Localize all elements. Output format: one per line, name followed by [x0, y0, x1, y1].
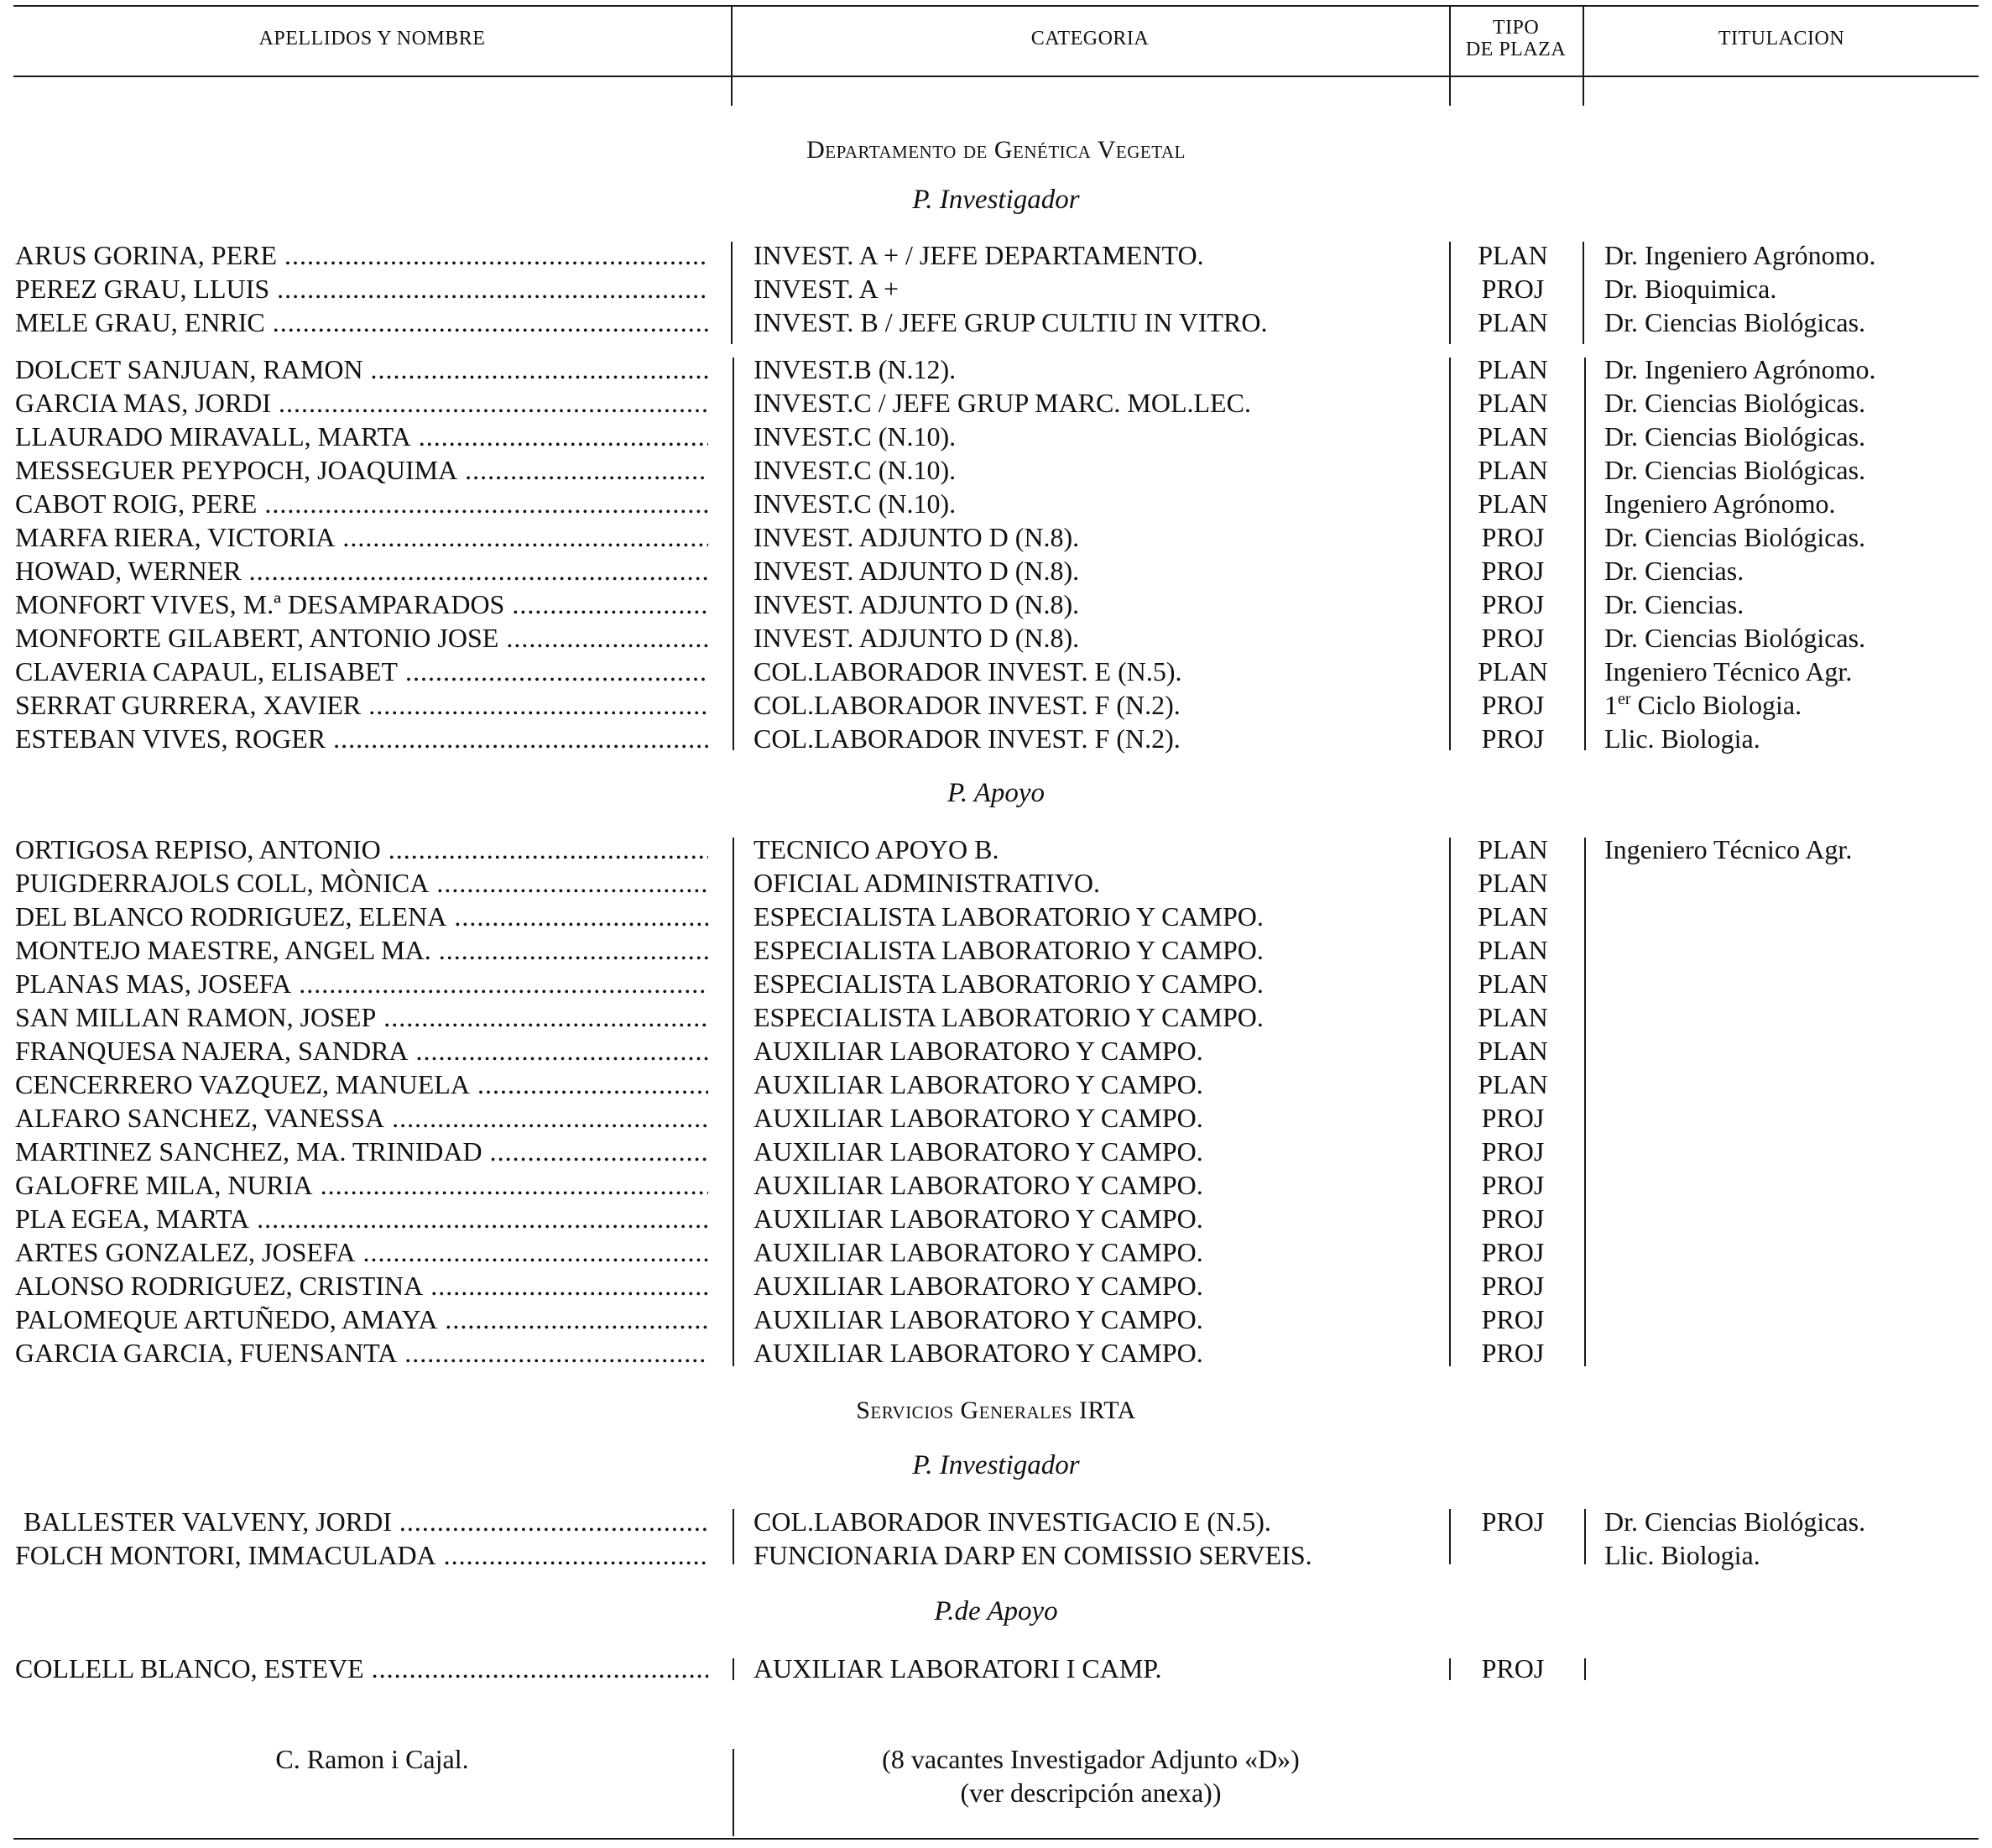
- row-categoria: INVEST. A +: [754, 274, 900, 304]
- row-categoria: COL.LABORADOR INVESTIGACIO E (N.5).: [754, 1506, 1271, 1537]
- row-categoria: INVEST.C (N.10).: [754, 488, 957, 519]
- row-tipo: PROJ: [1481, 1653, 1545, 1684]
- row-categoria: AUXILIAR LABORATORO Y CAMPO.: [754, 1069, 1203, 1099]
- header-name: APELLIDOS Y NOMBRE: [258, 28, 486, 50]
- row-titulacion: [1604, 688, 1802, 722]
- row-name: ESTEBAN VIVES, ROGER .....: [15, 722, 708, 755]
- row-categoria: ESPECIALISTA LABORATORIO Y CAMPO.: [754, 968, 1264, 999]
- row-tipo: PLAN: [1478, 354, 1548, 384]
- row-tipo: PROJ: [1481, 1136, 1545, 1167]
- row-titulacion: Dr. Ciencias Biológicas.: [1604, 307, 1866, 337]
- row-categoria: AUXILIAR LABORATORO Y CAMPO.: [754, 1304, 1203, 1334]
- row-name: ALFARO SANCHEZ, VANESSA .....: [15, 1101, 708, 1135]
- table-row: [0, 420, 1992, 453]
- table-row: [0, 1336, 1992, 1370]
- row-tipo: PROJ: [1481, 1271, 1545, 1301]
- table-row: [0, 967, 1992, 1000]
- row-tipo: PLAN: [1478, 455, 1548, 485]
- section-investigador-2: P. Investigador: [912, 1450, 1080, 1480]
- table-row: [0, 1652, 1992, 1685]
- table-row: [0, 453, 1992, 487]
- row-categoria: ESPECIALISTA LABORATORIO Y CAMPO.: [754, 901, 1264, 932]
- row-categoria: INVEST.C (N.10).: [754, 421, 957, 452]
- table-row: [0, 1135, 1992, 1168]
- row-name: DEL BLANCO RODRIGUEZ, ELENA .....: [15, 900, 708, 933]
- section-apoyo-1: P. Apoyo: [946, 778, 1046, 808]
- row-name: PLA EGEA, MARTA .....: [15, 1202, 708, 1235]
- row-titulacion: Llic. Biologia.: [1604, 1540, 1760, 1570]
- row-categoria: OFICIAL ADMINISTRATIVO.: [754, 868, 1101, 898]
- row-categoria: AUXILIAR LABORATORO Y CAMPO.: [754, 1103, 1203, 1133]
- footer-ramon-cajal: C. Ramon i Cajal.: [275, 1744, 469, 1774]
- row-name: CENCERRERO VAZQUEZ, MANUELA .....: [15, 1068, 708, 1101]
- row-titulacion: Dr. Ciencias Biológicas.: [1604, 623, 1866, 653]
- row-categoria: AUXILIAR LABORATORO Y CAMPO.: [754, 1237, 1203, 1267]
- table-row: [0, 1168, 1992, 1202]
- row-tipo: PROJ: [1481, 690, 1545, 720]
- header-titulacion: TITULACION: [1718, 28, 1845, 50]
- row-titulacion: Dr. Ciencias Biológicas.: [1604, 455, 1866, 485]
- table-row: [0, 1034, 1992, 1068]
- row-tipo: PLAN: [1478, 1036, 1548, 1066]
- row-tipo: PLAN: [1478, 868, 1548, 898]
- row-titulacion: Ingeniero Agrónomo.: [1604, 488, 1836, 519]
- table-row: [0, 272, 1992, 305]
- row-categoria: INVEST. A + / JEFE DEPARTAMENTO.: [754, 240, 1204, 270]
- row-name: GARCIA MAS, JORDI .....: [15, 386, 708, 420]
- row-name: PALOMEQUE ARTUÑEDO, AMAYA .....: [15, 1302, 708, 1336]
- row-name: GALOFRE MILA, NURIA .....: [15, 1168, 708, 1202]
- row-categoria: ESPECIALISTA LABORATORIO Y CAMPO.: [754, 935, 1264, 965]
- row-tipo: PROJ: [1481, 1237, 1545, 1267]
- row-tipo: PROJ: [1481, 1304, 1545, 1334]
- table-row: [0, 386, 1992, 420]
- row-categoria: COL.LABORADOR INVEST. F (N.2).: [754, 723, 1181, 754]
- row-categoria: COL.LABORADOR INVEST. E (N.5).: [754, 656, 1182, 686]
- row-name: CLAVERIA CAPAUL, ELISABET .....: [15, 655, 708, 688]
- header-sep-2: [1449, 5, 1451, 106]
- table-row: [0, 1538, 1992, 1572]
- row-categoria: COL.LABORADOR INVEST. F (N.2).: [754, 690, 1181, 720]
- row-name: SAN MILLAN RAMON, JOSEP .....: [15, 1000, 708, 1034]
- row-name: MESSEGUER PEYPOCH, JOAQUIMA .....: [15, 453, 708, 487]
- row-name: MELE GRAU, ENRIC .....: [15, 305, 708, 339]
- row-name: ARUS GORINA, PERE .....: [15, 238, 708, 272]
- table-row: [0, 1505, 1992, 1538]
- row-categoria: AUXILIAR LABORATORO Y CAMPO.: [754, 1170, 1203, 1200]
- row-tipo: PROJ: [1481, 589, 1545, 619]
- row-tipo: PLAN: [1478, 240, 1548, 270]
- row-categoria: AUXILIAR LABORATORO Y CAMPO.: [754, 1338, 1203, 1368]
- row-name: PLANAS MAS, JOSEFA .....: [15, 967, 708, 1000]
- table-row: [0, 621, 1992, 655]
- row-tipo: PLAN: [1478, 935, 1548, 965]
- row-tipo: PROJ: [1481, 723, 1545, 754]
- row-categoria: INVEST.C (N.10).: [754, 455, 957, 485]
- table-row: [0, 1302, 1992, 1336]
- row-titulacion: Dr. Ciencias.: [1604, 556, 1744, 586]
- row-categoria: INVEST.C / JEFE GRUP MARC. MOL.LEC.: [754, 388, 1251, 418]
- header-sep-1: [731, 5, 733, 106]
- section-investigador-1: P. Investigador: [912, 185, 1080, 215]
- row-tipo: PLAN: [1478, 421, 1548, 452]
- header-categoria: CATEGORIA: [1030, 28, 1150, 50]
- row-tipo: PLAN: [1478, 834, 1548, 864]
- row-tipo: PLAN: [1478, 307, 1548, 337]
- row-categoria: AUXILIAR LABORATORO Y CAMPO.: [754, 1203, 1203, 1234]
- row-name: PEREZ GRAU, LLUIS .....: [15, 272, 708, 305]
- row-name: MONFORTE GILABERT, ANTONIO JOSE .....: [15, 621, 708, 655]
- table-row: [0, 1202, 1992, 1235]
- row-categoria: INVEST.B (N.12).: [754, 354, 957, 384]
- table-row: [0, 833, 1992, 866]
- row-categoria: TECNICO APOYO B.: [754, 834, 999, 864]
- section-apoyo-2: P.de Apoyo: [934, 1596, 1058, 1626]
- row-categoria: AUXILIAR LABORATORO Y CAMPO.: [754, 1136, 1203, 1167]
- row-tipo: PROJ: [1481, 274, 1545, 304]
- row-tipo: PLAN: [1478, 388, 1548, 418]
- row-name: COLLELL BLANCO, ESTEVE .....: [15, 1652, 708, 1685]
- row-tipo: PLAN: [1478, 901, 1548, 932]
- row-categoria: INVEST. B / JEFE GRUP CULTIU IN VITRO.: [754, 307, 1268, 337]
- row-titulacion-num: 1: [1604, 690, 1618, 720]
- row-name: SERRAT GURRERA, XAVIER .....: [15, 688, 708, 722]
- header-sep-3: [1583, 5, 1584, 106]
- table-row: [0, 587, 1992, 621]
- table-row: [0, 305, 1992, 339]
- row-tipo: PROJ: [1481, 1338, 1545, 1368]
- row-categoria: AUXILIAR LABORATORO Y CAMPO.: [754, 1036, 1203, 1066]
- row-titulacion: Ingeniero Técnico Agr.: [1604, 656, 1853, 686]
- table-row: [0, 554, 1992, 587]
- row-categoria: ESPECIALISTA LABORATORIO Y CAMPO.: [754, 1002, 1264, 1032]
- row-titulacion: Llic. Biologia.: [1604, 723, 1760, 754]
- row-tipo: PROJ: [1481, 522, 1545, 552]
- row-tipo: PLAN: [1478, 1002, 1548, 1032]
- row-titulacion: Dr. Ingeniero Agrónomo.: [1604, 240, 1876, 270]
- header-tipo: [1451, 0, 1581, 77]
- footer-vacantes: [734, 1742, 1447, 1809]
- footer-vacantes-line1: (8 vacantes Investigador Adjunto «D»): [882, 1744, 1300, 1774]
- table-row: [0, 352, 1992, 386]
- row-tipo: PROJ: [1481, 1506, 1545, 1537]
- row-titulacion: Dr. Ciencias Biológicas.: [1604, 1506, 1866, 1537]
- row-name: ORTIGOSA REPISO, ANTONIO .....: [15, 833, 708, 866]
- row-name: MONFORT VIVES, M.ª DESAMPARADOS .....: [15, 587, 708, 621]
- row-categoria: INVEST. ADJUNTO D (N.8).: [754, 556, 1080, 586]
- row-name: BALLESTER VALVENY, JORDI .....: [23, 1505, 708, 1538]
- row-titulacion: Dr. Ciencias Biológicas.: [1604, 522, 1866, 552]
- row-categoria: FUNCIONARIA DARP EN COMISSIO SERVEIS.: [754, 1540, 1312, 1570]
- table-row: [0, 487, 1992, 520]
- row-name: MONTEJO MAESTRE, ANGEL MA. .....: [15, 933, 708, 967]
- row-name: LLAURADO MIRAVALL, MARTA .....: [15, 420, 708, 453]
- row-tipo: PLAN: [1478, 968, 1548, 999]
- row-tipo: PLAN: [1478, 1069, 1548, 1099]
- row-categoria: INVEST. ADJUNTO D (N.8).: [754, 623, 1080, 653]
- row-name: FOLCH MONTORI, IMMACULADA .....: [15, 1538, 708, 1572]
- row-name: HOWAD, WERNER .....: [15, 554, 708, 587]
- row-titulacion: Dr. Bioquimica.: [1604, 274, 1777, 304]
- row-name: FRANQUESA NAJERA, SANDRA .....: [15, 1034, 708, 1068]
- table-row: [0, 238, 1992, 272]
- row-tipo: PLAN: [1478, 656, 1548, 686]
- row-name: CABOT ROIG, PERE .....: [15, 487, 708, 520]
- header-tipo-line2: DE PLAZA: [1465, 39, 1567, 60]
- bottom-rule: [13, 1838, 1979, 1840]
- row-tipo: PROJ: [1481, 1103, 1545, 1133]
- header-tipo-line1: TIPO: [1492, 17, 1540, 39]
- row-tipo: PROJ: [1481, 1203, 1545, 1234]
- row-titulacion: Dr. Ciencias Biológicas.: [1604, 421, 1866, 452]
- row-titulacion: Dr. Ciencias.: [1604, 589, 1744, 619]
- table-row: [0, 1269, 1992, 1302]
- section-dept-genetica: Departamento de Genética Vegetal: [806, 136, 1186, 164]
- table-row: [0, 1235, 1992, 1269]
- table-row: [0, 866, 1992, 900]
- table-row: [0, 933, 1992, 967]
- section-servicios-generales: Servicios Generales IRTA: [856, 1396, 1136, 1424]
- table-row: [0, 1068, 1992, 1101]
- row-titulacion: Ingeniero Técnico Agr.: [1604, 834, 1853, 864]
- footer-vacantes-line2: (ver descripción anexa)): [960, 1778, 1222, 1808]
- row-name: MARFA RIERA, VICTORIA .....: [15, 520, 708, 554]
- table-row: [0, 655, 1992, 688]
- row-titulacion-sup: er: [1618, 690, 1631, 708]
- row-tipo: PROJ: [1481, 623, 1545, 653]
- table-row: [0, 722, 1992, 755]
- row-tipo: PLAN: [1478, 488, 1548, 519]
- row-name: ALONSO RODRIGUEZ, CRISTINA .....: [15, 1269, 708, 1302]
- row-titulacion-rest: Ciclo Biologia.: [1630, 690, 1802, 720]
- row-categoria: AUXILIAR LABORATORO Y CAMPO.: [754, 1271, 1203, 1301]
- table-row: [0, 900, 1992, 933]
- row-titulacion: Dr. Ingeniero Agrónomo.: [1604, 354, 1876, 384]
- row-name: ARTES GONZALEZ, JOSEFA .....: [15, 1235, 708, 1269]
- row-tipo: PROJ: [1481, 1170, 1545, 1200]
- row-tipo: PROJ: [1481, 556, 1545, 586]
- table-row: [0, 520, 1992, 554]
- row-categoria: INVEST. ADJUNTO D (N.8).: [754, 589, 1080, 619]
- table-row: [0, 688, 1992, 722]
- row-titulacion: Dr. Ciencias Biológicas.: [1604, 388, 1866, 418]
- table-row: [0, 1101, 1992, 1135]
- row-name: DOLCET SANJUAN, RAMON .....: [15, 352, 708, 386]
- table-row: [0, 1000, 1992, 1034]
- row-categoria: AUXILIAR LABORATORI I CAMP.: [754, 1653, 1162, 1684]
- row-categoria: INVEST. ADJUNTO D (N.8).: [754, 522, 1080, 552]
- row-name: PUIGDERRAJOLS COLL, MÒNICA .....: [15, 866, 708, 900]
- row-name: MARTINEZ SANCHEZ, MA. TRINIDAD .....: [15, 1135, 708, 1168]
- row-name: GARCIA GARCIA, FUENSANTA .....: [15, 1336, 708, 1370]
